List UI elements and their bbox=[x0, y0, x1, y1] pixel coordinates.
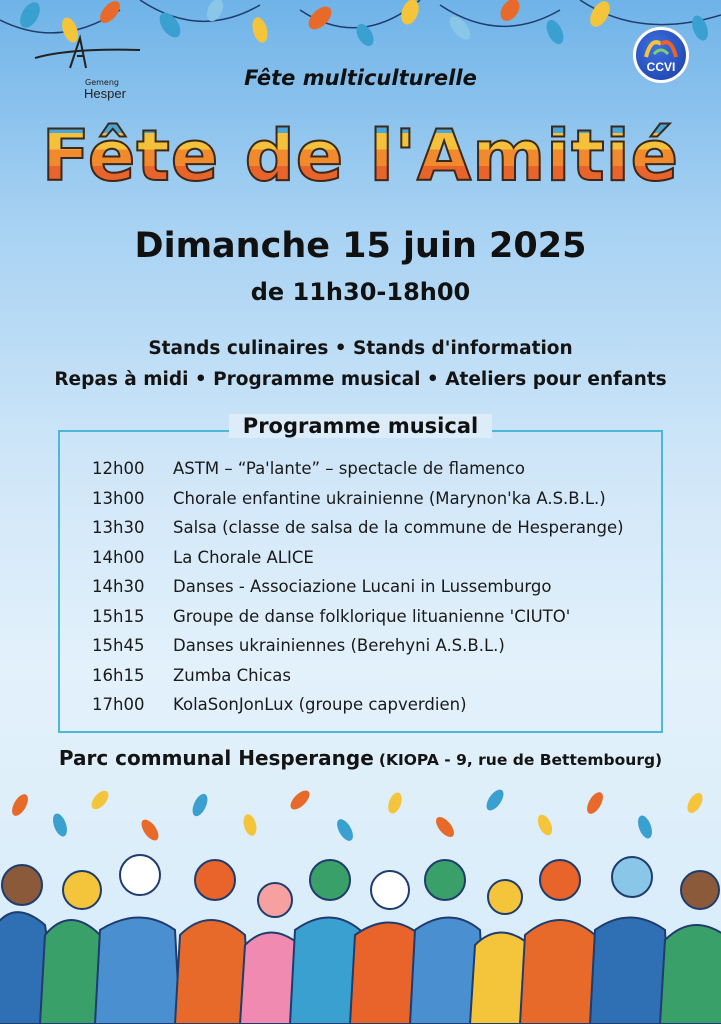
programme-heading-text: Programme musical bbox=[229, 414, 492, 438]
event-location bbox=[0, 746, 721, 770]
event-title: Fête de l'Amitié bbox=[0, 115, 721, 197]
location-main: Parc communal Hesperange bbox=[58, 746, 374, 770]
logo-gemeng-text: Gemeng bbox=[85, 78, 119, 87]
programme-desc: Danses ukrainiennes (Berehyni A.S.B.L.) bbox=[173, 636, 505, 656]
programme-desc: KolaSonJonLux (groupe capverdien) bbox=[173, 695, 467, 715]
programme-time: 16h15 bbox=[92, 665, 145, 685]
programme-row bbox=[92, 661, 652, 691]
location-detail: (KIOPA - 9, rue de Bettembourg) bbox=[378, 751, 663, 769]
programme-time: 13h00 bbox=[92, 488, 145, 508]
programme-row bbox=[92, 631, 652, 661]
programme-time: 14h00 bbox=[92, 547, 145, 567]
programme-row bbox=[92, 513, 652, 543]
programme-desc: Salsa (classe de salsa de la commune de Hesperange) bbox=[173, 518, 624, 538]
programme-row bbox=[92, 543, 652, 573]
programme-time: 17h00 bbox=[92, 695, 145, 715]
programme-desc: Groupe de danse folklorique lituanienne 'CIUTO' bbox=[173, 606, 571, 626]
activities-line-2: Repas à midi • Programme musical • Ateliers pour enfants bbox=[54, 369, 667, 390]
programme-time: 14h30 bbox=[92, 577, 145, 597]
programme-row bbox=[92, 454, 652, 484]
event-date: Dimanche 15 juin 2025 bbox=[134, 226, 587, 266]
programme-row bbox=[92, 602, 652, 632]
programme-desc: Chorale enfantine ukrainienne (Marynon'ka A.S.B.L.) bbox=[173, 488, 606, 508]
programme-desc: Danses - Associazione Lucani in Lussemburgo bbox=[173, 577, 552, 597]
programme-time: 12h00 bbox=[92, 459, 145, 479]
ccvi-logo-text: CCVI bbox=[646, 60, 676, 74]
programme-time: 15h15 bbox=[92, 606, 145, 626]
event-subtitle: Fête multiculturelle bbox=[244, 66, 477, 90]
programme-desc: Zumba Chicas bbox=[173, 665, 292, 685]
programme-desc: ASTM – “Pa'lante” – spectacle de flamenco bbox=[173, 459, 525, 479]
programme-row bbox=[92, 572, 652, 602]
programme-desc: La Chorale ALICE bbox=[173, 547, 314, 567]
programme-row bbox=[92, 484, 652, 514]
programme-list bbox=[92, 454, 652, 720]
people-illustration bbox=[0, 785, 721, 1024]
programme-time: 13h30 bbox=[92, 518, 145, 538]
programme-row bbox=[92, 690, 652, 720]
logo-hesper-text: Hesper bbox=[84, 86, 126, 101]
programme-heading bbox=[0, 414, 721, 438]
event-hours: de 11h30-18h00 bbox=[250, 278, 471, 306]
programme-time: 15h45 bbox=[92, 636, 145, 656]
activities-line-1: Stands culinaires • Stands d'information bbox=[148, 338, 573, 359]
